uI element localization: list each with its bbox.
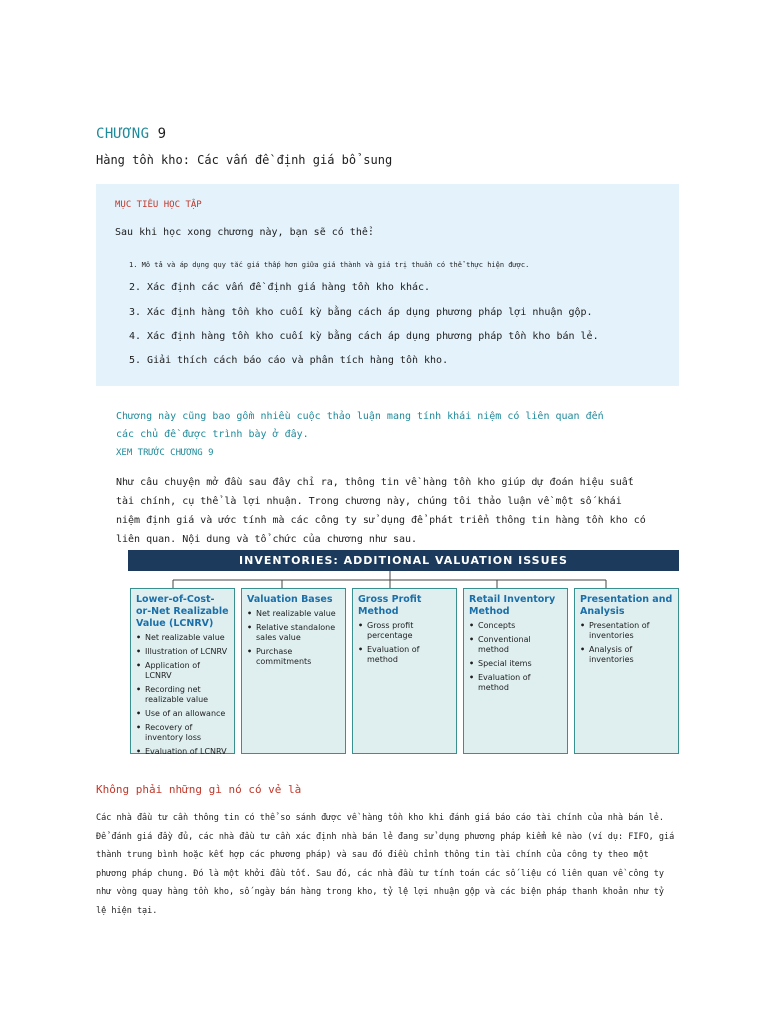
objective-item: 4. Xác định hàng tồn kho cuối kỳ bằng cách áp dụng phương pháp tồn kho bán lẻ. [129,331,599,342]
box-item: • Illustration of LCNRV [136,647,229,657]
box-item: • Concepts [469,621,562,631]
box-item: • Purchase commitments [247,647,340,667]
diagram-box-retail-inventory [463,588,568,754]
box-item: • Net realizable value [247,609,340,619]
diagram-box-presentation [574,588,679,754]
box-item: • Application of LCNRV [136,661,229,681]
objectives-intro: Sau khi học xong chương này, bạn sẽ có thể: [115,227,374,238]
box-title: Gross Profit Method [358,594,422,617]
box-title: Valuation Bases [247,594,333,605]
box-item: • Gross profit percentage [358,621,451,641]
box-item: • Conventional method [469,635,562,655]
preview-heading: XEM TRƯỚC CHƯƠNG 9 [116,448,214,458]
learning-objectives-box [96,184,679,386]
chapter-title: Hàng tồn kho: Các vấn đề định giá bổ sung [96,153,393,167]
box-item: • Analysis of inventories [580,645,673,665]
objective-item: 5. Giải thích cách báo cáo và phân tích hàng tồn kho. [129,355,449,366]
box-item: • Recovery of inventory loss [136,723,229,743]
box-item: • Presentation of inventories [580,621,673,641]
box-title: Presentation and Analysis [580,594,673,617]
chapter-note: Chương này cũng bao gồm nhiều cuộc thảo luận mang tính khái niệm có liên quan đến các chủ đề được trình bày ở đây. [116,411,604,440]
box-item: • Relative standalone sales value [247,623,340,643]
box-item: • Evaluation of method [469,673,562,693]
diagram-box-lcnrv [130,588,235,754]
chapter-organization-diagram [128,550,679,758]
diagram-banner: INVENTORIES: ADDITIONAL VALUATION ISSUES [128,550,679,571]
box-item: • Evaluation of LCNRV [136,747,229,757]
chapter-word: CHƯƠNG [96,126,150,142]
chapter-label [96,126,167,142]
box-item: • Net realizable value [136,633,229,643]
box-title: Retail Inventory Method [469,594,556,617]
box-item: • Special items [469,659,562,669]
diagram-box-gross-profit [352,588,457,754]
section-heading: Không phải những gì nó có vẻ là [96,783,302,796]
chapter-number: 9 [157,126,167,142]
section-body: Các nhà đầu tư cần thông tin có thể so sánh được về hàng tồn kho khi đánh giá báo cáo tài chính của nhà bán lẻ. Để đánh giá đầy đủ, các nhà đầu tư cần xác định nhà bán lẻ đang sử dụng phương pháp kiểm kê nào (ví dụ: FIFO, giá thành trung bình hoặc kết hợp các phương pháp) và sau đó điều chỉnh thông tin tài chính của công ty theo một phương pháp chung. Đó là một khởi đầu tốt. Sau đó, các nhà đầu tư tính toán các số liệu có liên quan về công ty như vòng quay hàng tồn kho, số ngày bán hàng trong kho, tỷ lệ lợi nhuận gộp và các biện pháp thanh khoản như tỷ lệ hiện tại. [96,813,675,916]
objective-item: 2. Xác định các vấn đề định giá hàng tồn kho khác. [129,282,431,293]
box-item: • Evaluation of method [358,645,451,665]
box-item: • Recording net realizable value [136,685,229,705]
box-title: Lower-of-Cost- or-Net Realizable Value (LCNRV) [136,594,229,629]
objective-item: 1. Mô tả và áp dụng quy tắc giá thấp hơn giữa giá thành và giá trị thuần có thể thực hiện được. [129,261,530,269]
objectives-title: MỤC TIÊU HỌC TẬP [115,200,202,210]
objective-item: 3. Xác định hàng tồn kho cuối kỳ bằng cách áp dụng phương pháp lợi nhuận gộp. [129,307,593,318]
box-item: • Use of an allowance [136,709,229,719]
diagram-box-valuation-bases [241,588,346,754]
preview-body: Như câu chuyện mở đầu sau đây chỉ ra, thông tin về hàng tồn kho giúp dự đoán hiệu suất tài chính, cụ thể là lợi nhuận. Trong chương này, chúng tôi thảo luận về một số khái niệm định giá và ước tính mà các công ty sử dụng để phát triển thông tin hàng tồn kho có liên quan. Nội dung và tổ chức của chương như sau. [116,477,646,545]
